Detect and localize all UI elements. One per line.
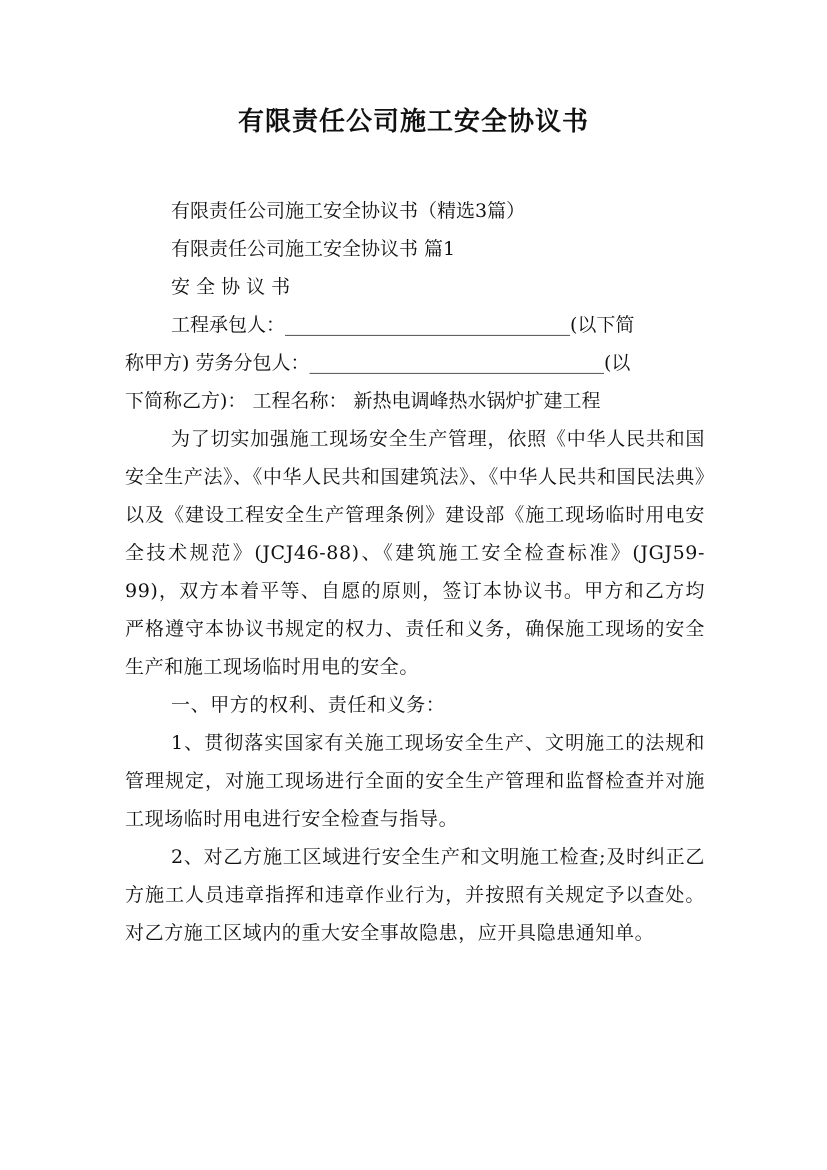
contractor-line: 工程承包人：______________________________(以下简 <box>171 314 635 336</box>
clause-1: 1、贯彻落实国家有关施工现场安全生产、文明施工的法规和管理规定，对施工现场进行全面的安全生产管理和监督检查并对施工现场临时用电进行安全检查与指导。 <box>125 732 705 830</box>
clause-2: 2、对乙方施工区域进行安全生产和文明施工检查;及时纠正乙方施工人员违章指挥和违章作业行为，并按照有关规定予以查处。对乙方施工区域内的重大安全事故隐患，应开具隐患通知单。 <box>125 846 705 944</box>
document-body <box>125 192 705 952</box>
document-title: 有限责任公司施工安全协议书 <box>237 107 589 137</box>
subcontractor-line: 称甲方) 劳务分包人：_______________________________(以 <box>125 352 631 374</box>
intro-paragraph: 为了切实加强施工现场安全生产管理，依照《中华人民共和国安全生产法》、《中华人民共和国建筑法》、《中华人民共和国民法典》以及《建设工程安全生产管理条例》建设部《施工现场临时用电安全技术规范》(JCJ46-88)、《建筑施工安全检查标准》(JGJ59-99)，双方本着平等、自愿的原则，签订本协议书。甲方和乙方均严格遵守本协议书规定的权力、责任和义务，确保施工现场的安全生产和施工现场临时用电的安全。 <box>125 428 705 678</box>
project-name-line: 下简称乙方)： 工程名称： 新热电调峰热水锅炉扩建工程 <box>125 390 601 412</box>
section-title: 安 全 协 议 书 <box>171 276 291 298</box>
section-heading-1: 一、甲方的权利、责任和义务： <box>171 694 446 716</box>
parties-block <box>125 306 705 420</box>
subtitle-line: 有限责任公司施工安全协议书（精选3篇） <box>171 200 526 222</box>
part-heading: 有限责任公司施工安全协议书 篇1 <box>171 238 456 260</box>
